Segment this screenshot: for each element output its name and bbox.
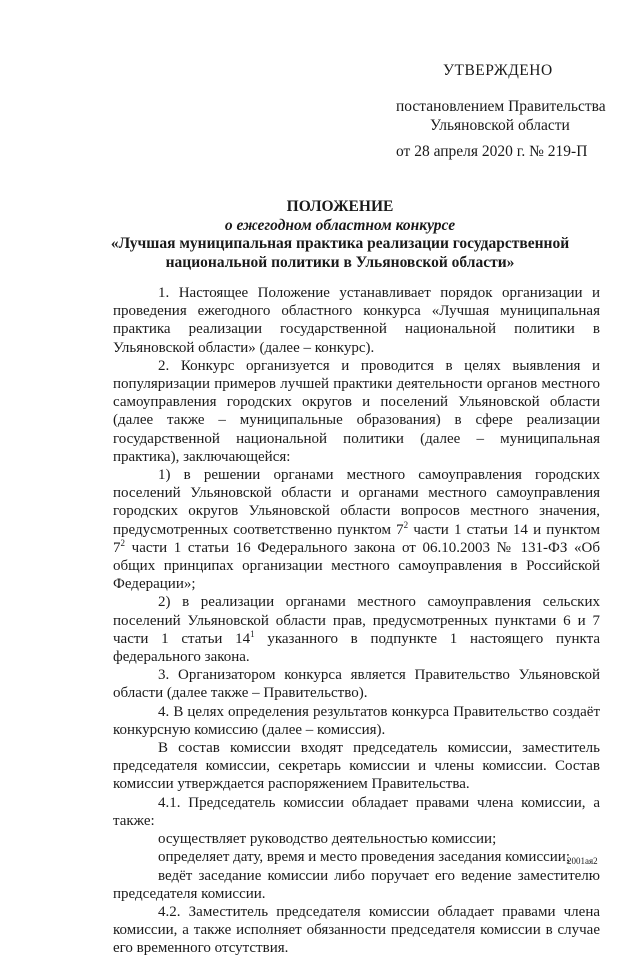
- document-subtitle: о ежегодном областном конкурсе: [224, 216, 456, 234]
- paragraph-4-composition: В состав комиссии входят председатель комиссии, заместитель председателя комиссии, секретарь комиссии и члены комиссии. Состав комиссии утверждается распоряжением Правительства.: [113, 740, 600, 793]
- approval-region: Ульяновской области: [430, 117, 570, 134]
- paragraph-3: 3. Организатором конкурса является Правительство Ульяновской области (далее также – Правительство).: [113, 667, 600, 702]
- paragraph-4-1-c: ведёт заседание комиссии либо поручает его ведение заместителю председателя комиссии.: [113, 867, 600, 902]
- approval-date: от 28 апреля 2020 г. № 219-П: [396, 143, 588, 160]
- paragraph-4-1-a: осуществляет руководство деятельностью комиссии;: [158, 831, 497, 848]
- paragraph-4: 4. В целях определения результатов конкурса Правительство создаёт конкурсную комиссию (далее – комиссия).: [113, 703, 600, 738]
- contest-name-line1: «Лучшая муниципальная практика реализации государственной: [110, 235, 570, 252]
- paragraph-1: 1. Настоящее Положение устанавливает порядок организации и проведения ежегодного областного конкурса «Лучшая муниципальная практика реализации государственной национальной политики в Ульяновской области» (далее – конкурс).: [113, 285, 600, 356]
- document-title-block: [60, 198, 620, 272]
- paragraph-4-1: 4.1. Председатель комиссии обладает правами члена комиссии, а также:: [113, 794, 600, 829]
- paragraph-2-item-1: 1) в решении органами местного самоуправления городских поселений Ульяновской области и органами местного самоуправления городских округов Ульяновской области вопросов местного значения, предусмотренных соответственно пунктом $7^2$ части 1 статьи 14 и пунктом $7^2$ части 1 статьи 16 Федерального закона от 06.10.2003 № 131-ФЗ «Об общих принципах организации местного самоуправления в Российской Федерации»;: [113, 467, 600, 593]
- approval-stamp-title: УТВЕРЖДЕНО: [443, 62, 553, 79]
- paragraph-4-2: 4.2. Заместитель председателя комиссии обладает правами члена комиссии, а также исполняет обязанности председателя комиссии в случае его временного отсутствия.: [113, 903, 600, 957]
- document-title: ПОЛОЖЕНИЕ: [286, 198, 394, 215]
- footer-document-code: 2001ая2: [567, 856, 598, 866]
- paragraph-2: 2. Конкурс организуется и проводится в целях выявления и популяризации примеров лучшей практики деятельности органов местного самоуправления городских округов и поселений Ульяновской области (далее также – муниципальные образования) в сфере реализации государственной национальной политики (далее – муниципальная практика), заключающейся:: [113, 357, 600, 465]
- paragraph-2-item-2: 2) в реализации органами местного самоуправления сельских поселений Ульяновской области прав, предусмотренных пунктами 6 и 7 части 1 статьи $14^1$ указанного в подпункте 1 настоящего пункта федерального закона.: [113, 594, 600, 666]
- document-body: [113, 284, 600, 958]
- contest-name-line2: национальной политики в Ульяновской области»: [165, 253, 515, 271]
- paragraph-4-1-b: определяет дату, время и место проведения заседания комиссии;: [158, 849, 570, 866]
- approval-resolution: постановлением Правительства: [396, 98, 606, 115]
